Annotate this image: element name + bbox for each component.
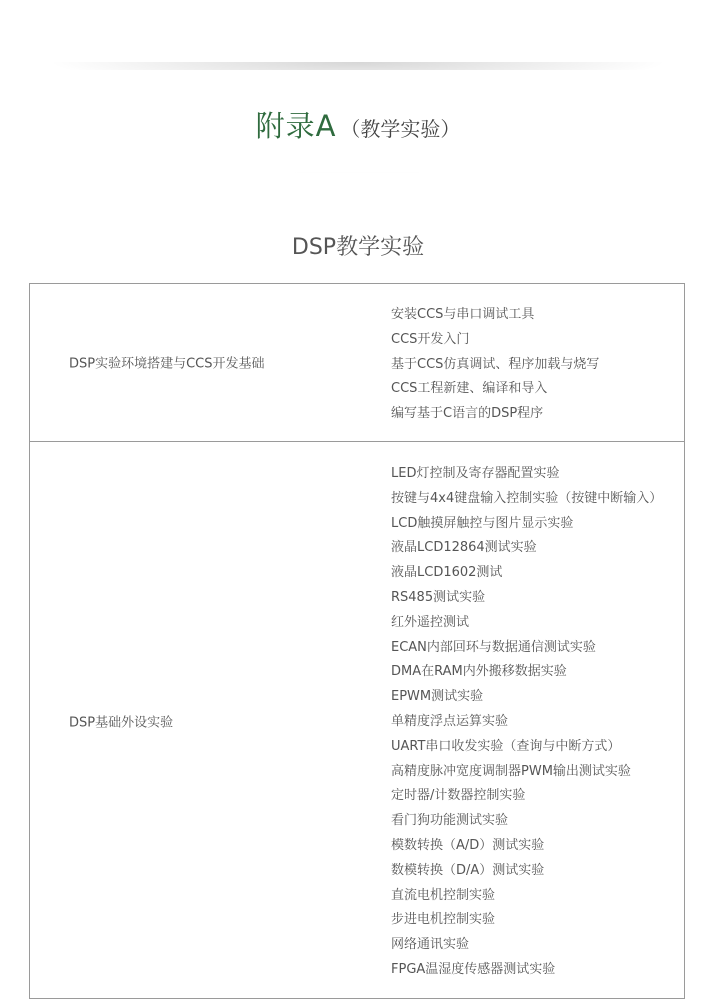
list-item: 基于CCS仿真调试、程序加载与烧写 xyxy=(391,356,600,372)
list-item: 步进电机控制实验 xyxy=(391,912,496,928)
list-item: CCS开发入门 xyxy=(391,331,470,347)
list-item: 按键与4x4键盘输入控制实验（按键中断输入） xyxy=(391,490,663,506)
list-item: RS485测试实验 xyxy=(391,589,486,605)
list-item: EPWM测试实验 xyxy=(391,689,484,705)
row-category: DSP实验环境搭建与CCS开发基础 xyxy=(69,356,265,372)
list-item: CCS工程新建、编译和导入 xyxy=(391,381,548,397)
table-row xyxy=(30,284,684,442)
list-item: 液晶LCD1602测试 xyxy=(391,565,503,581)
list-item: 数模转换（D/A）测试实验 xyxy=(391,862,545,878)
list-item: 单精度浮点运算实验 xyxy=(391,713,509,729)
list-item: DMA在RAM内外搬移数据实验 xyxy=(391,664,567,680)
appendix-title-subtitle: （教学实验） xyxy=(340,117,461,141)
list-item: UART串口收发实验（查询与中断方式） xyxy=(391,738,621,754)
list-item: LED灯控制及寄存器配置实验 xyxy=(391,466,560,481)
experiment-table xyxy=(29,283,685,999)
row-item-list xyxy=(391,303,599,427)
list-item: 看门狗功能测试实验 xyxy=(391,813,509,829)
appendix-banner xyxy=(40,62,676,180)
row-category: DSP基础外设实验 xyxy=(69,715,174,731)
table-row xyxy=(30,442,684,998)
list-item: 定时器/计数器控制实验 xyxy=(391,788,526,804)
list-item: LCD触摸屏触控与图片显示实验 xyxy=(391,515,574,531)
list-item: 高精度脉冲宽度调制器PWM输出测试实验 xyxy=(391,763,631,779)
list-item: 编写基于C语言的DSP程序 xyxy=(391,406,544,422)
list-item: 红外遥控测试 xyxy=(391,614,470,630)
list-item: 安装CCS与串口调试工具 xyxy=(391,307,535,322)
list-item: 直流电机控制实验 xyxy=(391,887,496,903)
row-item-list xyxy=(391,462,662,983)
list-item: 网络通讯实验 xyxy=(391,937,470,953)
list-item: FPGA温湿度传感器测试实验 xyxy=(391,961,556,977)
appendix-title xyxy=(40,104,676,145)
section-title: DSP教学实验 xyxy=(291,235,425,260)
list-item: ECAN内部回环与数据通信测试实验 xyxy=(391,639,596,655)
list-item: 模数转换（A/D）测试实验 xyxy=(391,837,545,853)
appendix-title-main: 附录A xyxy=(255,109,337,143)
list-item: 液晶LCD12864测试实验 xyxy=(391,540,537,556)
